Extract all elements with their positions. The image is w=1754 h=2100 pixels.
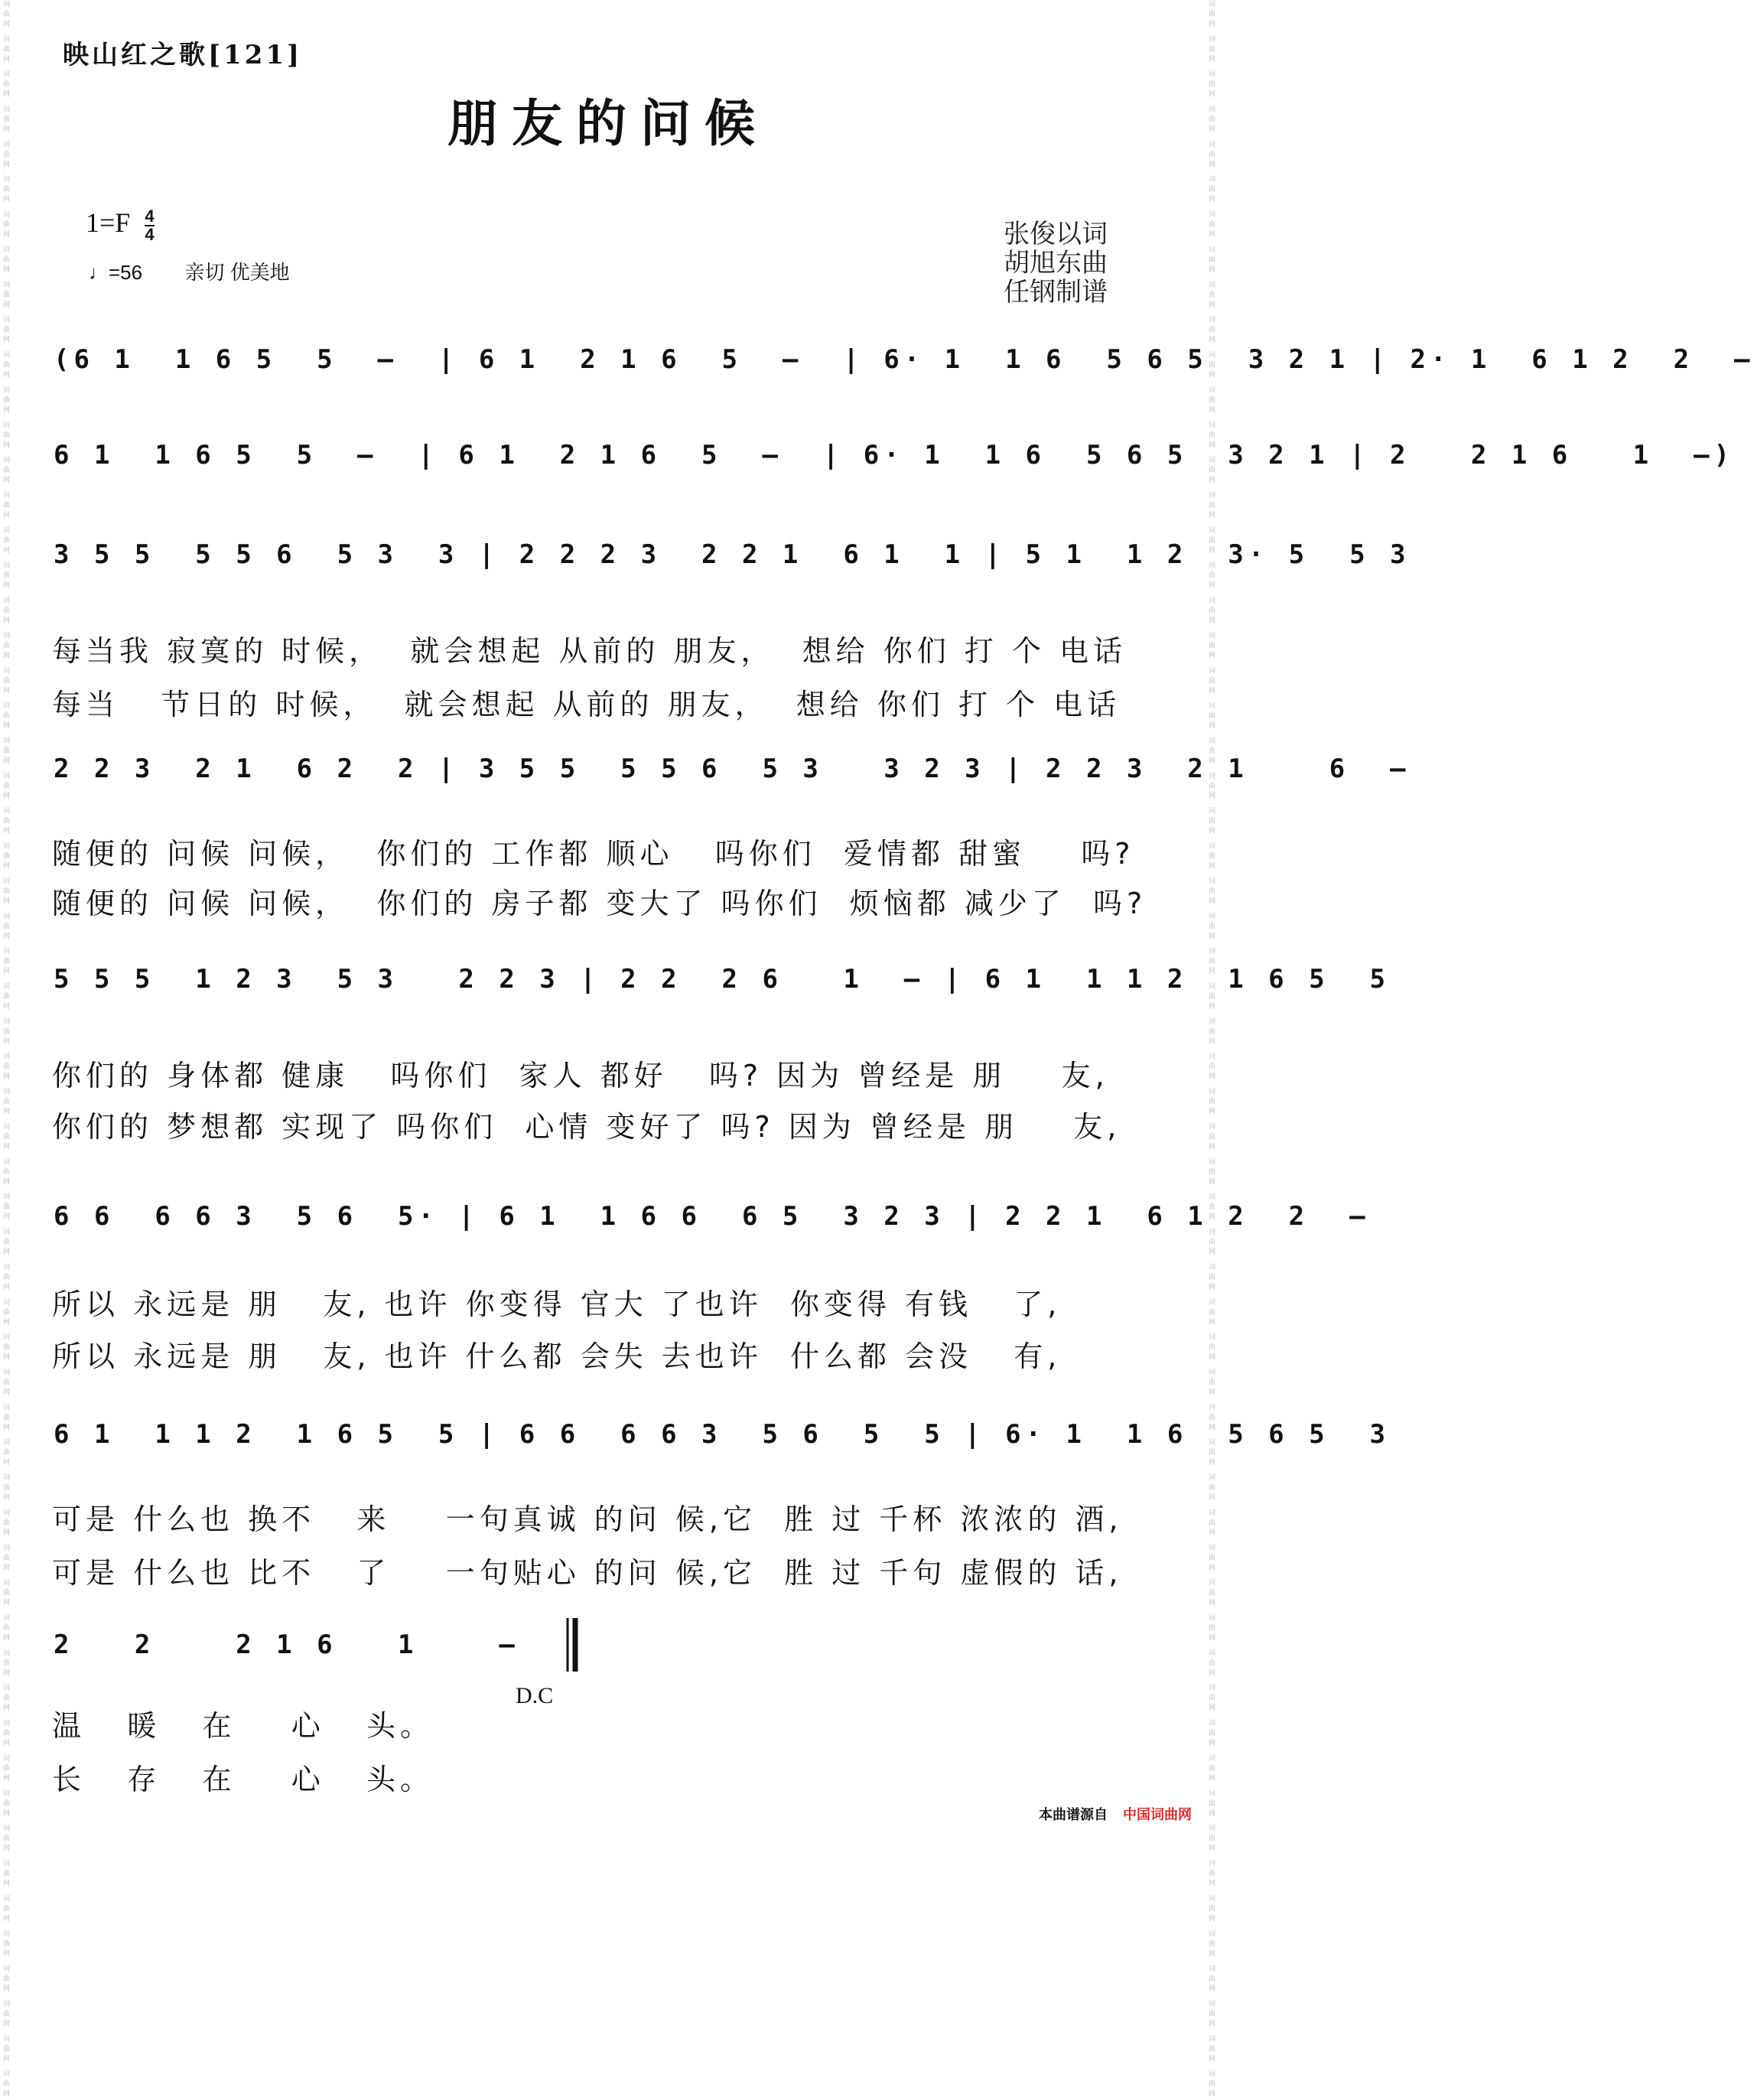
time-bottom: 4 (145, 224, 155, 244)
lyric-verse1-line5: 可是 什么也 换不 来 一句真诚 的问 候,它 胜 过 千杯 浓浓的 酒, (52, 1503, 1123, 1536)
notation-line-1: (6 1 1 6 5 5 – | 6 1 2 1 6 5 – | 6· 1 1 6 5 6 5 3 2 1 | 2· 1 6 1 2 2 – (54, 344, 1754, 375)
notation-line-7: 6 1 1 1 2 1 6 5 5 | 6 6 6 6 3 5 6 5 5 | 6· 1 1 6 5 6 5 3 (54, 1419, 1391, 1450)
notation-line-4: 2 2 3 2 1 6 2 2 | 3 5 5 5 5 6 5 3 3 2 3 | 2 2 3 2 1 6 – (54, 754, 1411, 784)
lyricist-credit: 张俊以词 (1004, 219, 1108, 249)
series-label: 映山红之歌[121] (63, 40, 303, 70)
lyric-verse2-line1: 每当 节日的 时候， 就会想起 从前的 朋友， 想给 你们 打 个 电话 (52, 688, 1121, 721)
expression-text: 亲切 优美地 (184, 261, 290, 284)
notation-line-2: 6 1 1 6 5 5 – | 6 1 2 1 6 5 – | 6· 1 1 6 5 6 5 3 2 1 | 2 2 1 6 1 –) (54, 440, 1734, 470)
dc-marking: D.C (516, 1683, 554, 1708)
key-text: 1=F (86, 207, 131, 238)
notation-line-5: 5 5 5 1 2 3 5 3 2 2 3 | 2 2 2 6 1 – | 6 1 1 1 2 1 6 5 5 (54, 964, 1391, 995)
composer-credit: 胡旭东曲 (1004, 248, 1108, 278)
lyric-verse1-line3: 你们的 身体都 健康 吗你们 家人 都好 吗? 因为 曾经是 朋 友, (52, 1059, 1109, 1092)
watermark-left: 词曲网 词曲网 词曲网 词曲网 词曲网 词曲网 词曲网 词曲网 词曲网 词曲网 词曲网 词曲网 词曲网 词曲网 词曲网 词曲网 词曲网 词曲网 词曲网 词曲网 词曲网 词曲网 词曲网 词曲网 词曲网 词曲网 词曲网 词曲网 词曲网 词曲网 词曲网 词曲网 词曲网 词曲网 词曲网 词曲网 词曲网 词曲网 词曲网 词曲网 词曲网 词曲网 词曲网 词曲网 词曲网 词曲网 词曲网 词曲网 词曲网 词曲网 词曲网 词曲网 词曲网 词曲网 词曲网 词曲网 词曲网 词曲网 词曲网 词曲网 (2, 0, 9, 2100)
notation-line-3: 3 5 5 5 5 6 5 3 3 | 2 2 2 3 2 2 1 6 1 1 | 5 1 1 2 3· 5 5 3 (54, 539, 1411, 570)
watermark-right: 词曲网 词曲网 词曲网 词曲网 词曲网 词曲网 词曲网 词曲网 词曲网 词曲网 词曲网 词曲网 词曲网 词曲网 词曲网 词曲网 词曲网 词曲网 词曲网 词曲网 词曲网 词曲网 词曲网 词曲网 词曲网 词曲网 词曲网 词曲网 词曲网 词曲网 词曲网 词曲网 词曲网 词曲网 词曲网 词曲网 词曲网 词曲网 词曲网 词曲网 词曲网 词曲网 词曲网 词曲网 词曲网 词曲网 词曲网 词曲网 词曲网 词曲网 词曲网 词曲网 词曲网 词曲网 词曲网 词曲网 词曲网 词曲网 词曲网 词曲网 (1207, 0, 1215, 2100)
tempo-marking (89, 257, 290, 285)
lyric-verse2-line4: 所以 永远是 朋 友, 也许 什么都 会失 去也许 什么都 会没 有, (52, 1340, 1062, 1373)
source-label: 本曲谱源自 (1039, 1807, 1108, 1823)
page-title: 朋友的问候 (447, 93, 769, 153)
lyric-verse2-line2: 随便的 问候 问候， 你们的 房子都 变大了 吗你们 烦恼都 减少了 吗? (52, 887, 1147, 920)
notation-line-6: 6 6 6 6 3 5 6 5· | 6 1 1 6 6 6 5 3 2 3 | 2 2 1 6 1 2 2 – (54, 1201, 1370, 1232)
notation-line-8: 2 2 2 1 6 1 – (54, 1630, 519, 1660)
engraver-credit: 任钢制谱 (1004, 277, 1108, 308)
tempo-value: ♩=56 (89, 261, 143, 284)
lyric-verse2-line5: 可是 什么也 比不 了 一句贴心 的问 候,它 胜 过 千句 虚假的 话, (52, 1556, 1123, 1590)
lyric-verse1-line1: 每当我 寂寞的 时候， 就会想起 从前的 朋友， 想给 你们 打 个 电话 (52, 634, 1127, 668)
lyric-verse2-line6: 长 存 在 心 头。 (52, 1763, 434, 1796)
key-signature (86, 207, 155, 243)
lyric-verse1-line6: 温 暖 在 心 头。 (52, 1709, 434, 1743)
site-link[interactable]: 中国词曲网 (1123, 1807, 1192, 1823)
lyric-verse1-line2: 随便的 问候 问候， 你们的 工作都 顺心 吗你们 爱情都 甜蜜 吗? (52, 837, 1135, 871)
time-signature (145, 208, 154, 243)
lyric-verse1-line4: 所以 永远是 朋 友, 也许 你变得 官大 了也许 你变得 有钱 了, (52, 1288, 1062, 1321)
time-top: 4 (145, 206, 155, 226)
lyric-verse2-line3: 你们的 梦想都 实现了 吗你们 心情 变好了 吗? 因为 曾经是 朋 友, (52, 1110, 1121, 1144)
